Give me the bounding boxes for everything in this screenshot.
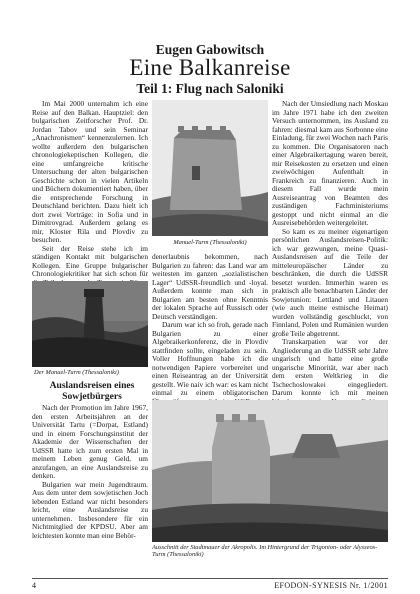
paragraph: denerlaubnis bekommen, nach Bulgarien zu fahren: das Land war am weitesten im ganzen „sozialistischen Lager“ UdSSR-freundlich und -loyal. Außerdem konnte man sich in Bulgarien am besten ohne Kenntnis der lokalen Sprache auf Russisch oder Deutsch verständigen. — [152, 252, 268, 321]
column-1-text — [32, 100, 148, 296]
photo-caption-bottom: Ausschnitt der Stadtmauer der Akropolis. Im Hintergrund der Trigonion- oder Alysseos-Turm (Thessaloniki) — [152, 544, 378, 559]
article-author: Eugen Gabowitsch — [155, 42, 265, 57]
article-subtitle: Teil 1: Flug nach Saloniki — [136, 81, 284, 96]
page-number: 4 — [32, 581, 36, 590]
paragraph: Seit der Reise stehe ich im ständigen Kontakt mit bulgarischen Kollegen. Eine Gruppe bulgarischer Chronologiekritiker hat sich schon für — [32, 243, 148, 278]
column-1-lower-text — [32, 404, 148, 540]
photo-caption-center: Manuel-Turm (Thessaloniki) — [173, 239, 247, 246]
column-3-text — [272, 100, 388, 423]
paragraph: Transkarpatien war vor der Angliederung an die UdSSR sehr Jahre ungarisch und hatte eine große ungarische Minorität, war aber nach dem ersten Weltkrieg in die Tschechoslowakei eingegliedert. Darum konnte ich mit meinen — [272, 337, 388, 397]
photo-acropolis-wall — [152, 400, 388, 542]
paragraph: Im Mai 2000 unternahm ich eine Reise auf den Balkan. Hauptziel: den bulgarischen Zeitforscher Prof. Dr. Jordan Tabov und sein Seminar „Anachronismen“ kennenzulernen. Ich wollte außerdem den bulgarischen chronologiekeptischen Kollegen, die eine umfangreiche kritische Untersuchung der alten bulgarischen Geschichte schon in vielen Artikeln und Büchern dokumentiert haben, über die entsprechende Forschung in Deutschland berichten. Dazu hielt ich dort zwei Vorträge: in Sofia und in Dimitrovgrad. Außerdem gelang es mir, Kloster Rila und Plovdiv zu besuchen. — [32, 99, 148, 244]
paragraph: Bulgarien war mein Jugendtraum. Aus dem unter dem sowjetischen Joch lebenden Estland war nicht besonders leicht, eine Auslandsreise zu unternehmen. Insbesondere für ein Nichtmitglied der KPDSU. Aber am leichtesten konnte man eine Behör- — [32, 479, 148, 540]
photo-manuel-tower-left — [32, 281, 148, 367]
paragraph: Nach der Umsiedlung nach Moskau im Jahre 1971 habe ich den zweiten Versuch unternommen, ins Ausland zu fahren: diesmal kam aus Sorbonne eine Einladung, für zwei Wochen nach Paris zu kommen. Die Organisatoren nach einer Algebraikertagung waren bereit, mir Reisekosten zu ersetzen und einen zweiwöchigen Aufenthalt in Frankreich zu finanzieren. Auch in diesem Fall wurde mein Ausreiseantrag von Beamten des zuständigen Fachministeriums gestoppt und nicht einmal an die Ausreisebehörden weitergeleitet. — [272, 99, 388, 227]
paragraph: Darum war ich so froh, gerade nach Bulgarien zu einer Algebraikerkonferenz, die in Plovdiv stattfinden sollte, eingeladen zu sein. Voller Hoffnungen habe ich die notwendigen Papiere vorbereitet und einen Reiseantrag an der Universität gestellt. Wie naiv ich war: es kam nicht einmal zu einem obligatorischen — [152, 320, 268, 397]
journal-name: EFODON-SYNESIS Nr. 1/2001 — [274, 581, 388, 590]
paragraph: Nach der Promotion im Jahre 1967, den ersten Arbeitsjahren an der Universität Tartu (=Dorpat, Estland) und in einem Forschungsinstitut der Akademie der Wissenschaften der UdSSR hatte ich zum ersten Mal in meinem Leben genug Geld, um anzufangen, an eine Auslandsreise zu denken. — [32, 403, 148, 480]
tower-illustration — [152, 100, 268, 236]
paragraph: So kam es zu meiner eigenartigen persönlichen Auslandsreisen-Politik: ich war gezwungen, meine Quasi-Auslandsreisen auf die Teile der mitteleuropäischer Länder zu beschränken, die durch die UdSSR besetzt wurden. Immerhin waren es praktisch alle benachbarten Länder der Sowjetunion: Lettland und Litauen (wie auch meine estnische Heimat) wurden vollständig geschluckt, von Finnland, Polen und Rumänien wurden große Teile abgetrennt. — [272, 226, 388, 338]
city-wall-illustration — [152, 400, 388, 542]
photo-manuel-tower — [152, 100, 268, 236]
section-heading: Auslandsreisen eines Sowjetbürgers — [49, 380, 135, 402]
footer-rule — [32, 578, 388, 579]
tower-illustration — [32, 281, 148, 367]
photo-caption-left: Der Manuel-Turm (Thessaloniki) — [34, 369, 119, 376]
article-title: Eine Balkanreise — [129, 55, 291, 80]
